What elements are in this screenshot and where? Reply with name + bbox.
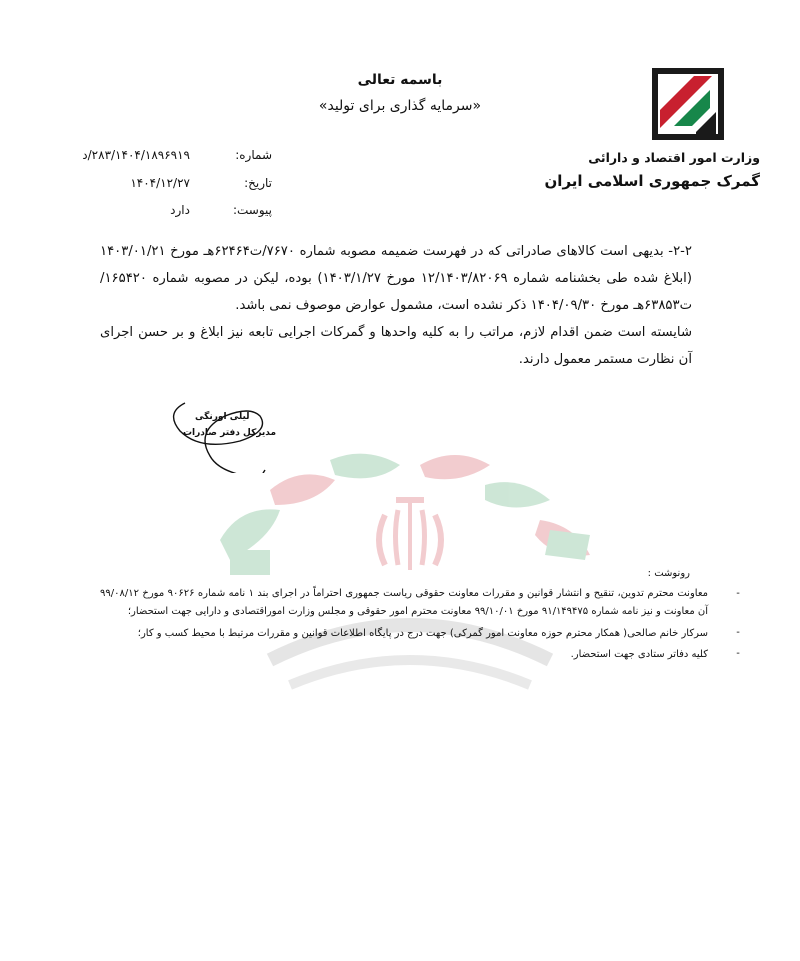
copy-item-3: کلیه دفاتر ستادی جهت استحضار. (570, 649, 708, 660)
copy-item-1: معاونت محترم تدوین، تنقیح و انتشار قوانین و مقررات معاونت حقوقی ریاست جمهوری احتراماً در اجرای بند ۱ نامه شماره ۹۰۶۲۶ مورخ ۹۹/۰۸/۱۲ آن معاونت و نیز نامه شماره ۹۱/۱۴۹۴۷۵ مورخ ۹۹/۱۰/۰۱ معاونت محترم امور حقوقی و مجلس وزارت اموراقتصادی و دارایی جهت استحضار؛ (100, 588, 709, 617)
signer-name: لیلی اورنگی (195, 412, 250, 422)
list-bullet: - (736, 648, 740, 659)
paragraph-1: ۲-۲- بدیهی است کالاهای صادراتی که در فهرست ضمیمه مصوبه شماره ۷۶۷۰/ت۶۲۴۶۴هـ مورخ ۱۴۰۳/۰۱/۲۱ (ابلاغ شده طی بخشنامه شماره ۱۲/۱۴۰۳/۸۲۰۶۹ مورخ ۱۴۰۳/۱/۲۷) بوده، لیکن در مصوبه شماره ۱۶۵۴۲۰/ت۶۳۸۵۳هـ مورخ ۱۴۰۴/۰۹/۳۰ ذکر نشده است، مشمول عوارض موصوف نمی باشد. (100, 244, 692, 313)
paragraph-2: شایسته است ضمن اقدام لازم، مراتب را به کلیه واحدها و گمرکات اجرایی تابعه نیز ابلاغ و بر حسن اجرای آن نظارت مستمر معمول دارند. (100, 325, 692, 367)
slogan: «سرمایه گذاری برای تولید» (318, 98, 482, 114)
date-value: ۱۴۰۴/۱۲/۲۷ (130, 176, 190, 190)
copies-title: رونوشت : (647, 568, 690, 579)
customs-logo-icon (652, 68, 724, 140)
list-bullet: - (736, 588, 740, 599)
ministry-name: وزارت امور اقتصاد و دارائی (588, 150, 760, 165)
number-label: شماره: (235, 148, 272, 162)
copy-item-2: سرکار خانم صالحی( همکار محترم حوزه معاونت امور گمرکی) جهت درج در پایگاه اطلاعات قوانین و مقررات مرتبط با محیط کسب و کار؛ (137, 628, 708, 639)
list-bullet: - (736, 627, 740, 638)
signer-title: مدیرکل دفتر صادرات (183, 428, 277, 438)
customs-name: گمرک جمهوری اسلامی ایران (544, 172, 760, 190)
number-value: ۲۸۳/۱۴۰۴/۱۸۹۶۹۱۹/د (82, 148, 190, 162)
invocation-heading: باسمه تعالی (357, 72, 443, 88)
date-label: تاریخ: (244, 176, 272, 190)
attachment-value: دارد (170, 203, 190, 217)
attachment-label: پیوست: (232, 203, 272, 217)
